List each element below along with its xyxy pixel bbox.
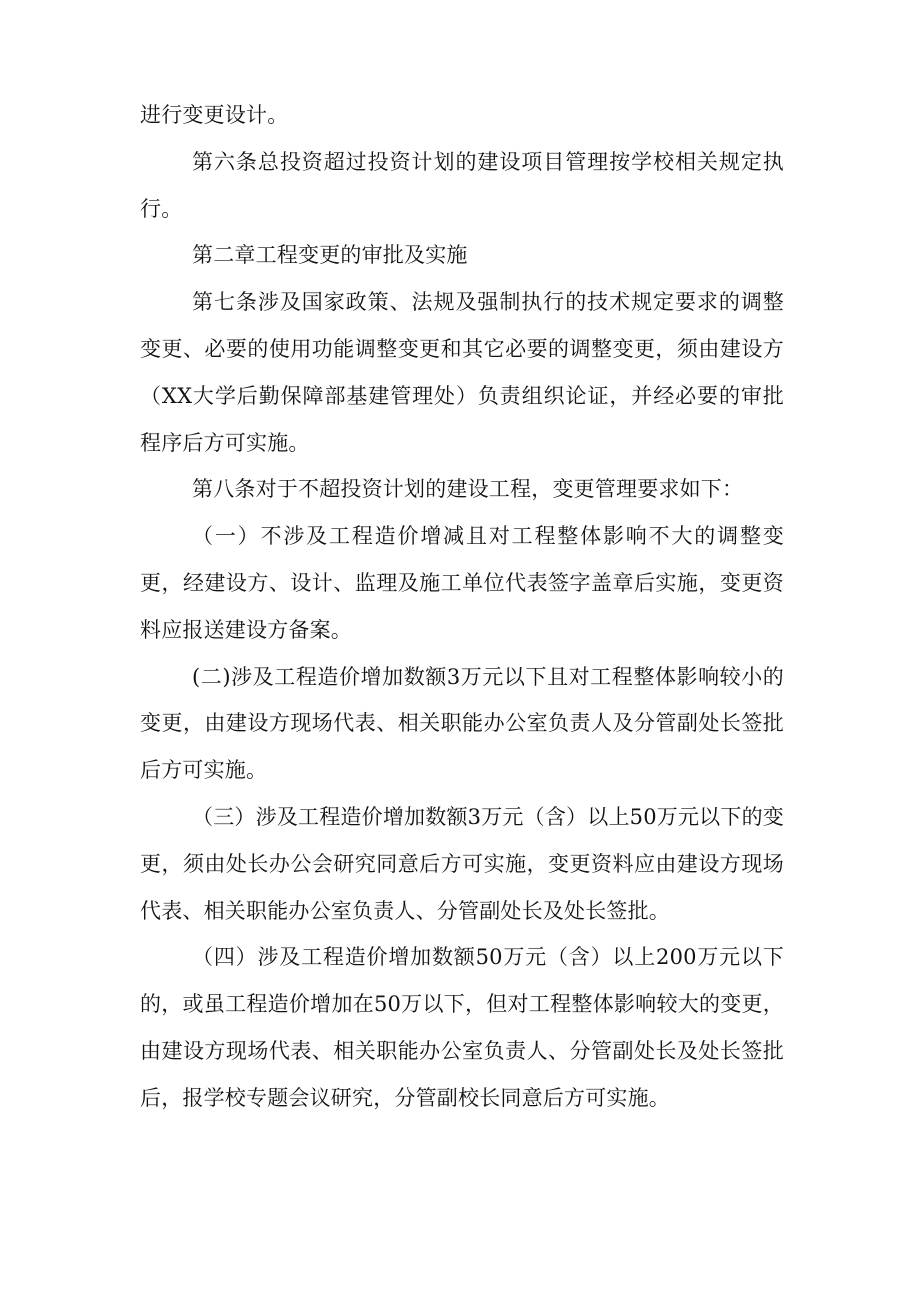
paragraph-item-1: （一）不涉及工程造价增减且对工程整体影响不大的调整变更，经建设方、设计、监理及施工单位代表签字盖章后实施，变更资料应报送建设方备案。 [140,524,784,642]
paragraph-continuation: 进行变更设计。 [140,103,289,127]
chapter-heading: 第二章工程变更的审批及实施 [192,243,468,268]
paragraph-item-2: (二)涉及工程造价增加数额3万元以下且对工程整体影响较小的变更，由建设方现场代表、相关职能办公室负责人及分管副处长签批后方可实施。 [140,664,784,783]
paragraph-item-3: （三）涉及工程造价增加数额3万元（含）以上50万元以下的变更，须由处长办公会研究同意后方可实施，变更资料应由建设方现场代表、相关职能办公室负责人、分管副处长及处长签批。 [140,804,784,923]
paragraph-article-7: 第七条涉及国家政策、法规及强制执行的技术规定要求的调整变更、必要的使用功能调整变更和其它必要的调整变更，须由建设方（XX大学后勤保障部基建管理处）负责组织论证，并经必要的审批程序后方可实施。 [140,290,784,455]
paragraph-item-4: （四）涉及工程造价增加数额50万元（含）以上200万元以下的，或虽工程造价增加在50万以下，但对工程整体影响较大的变更，由建设方现场代表、相关职能办公室负责人、分管副处长及处长签批后，报学校专题会议研究，分管副校长同意后方可实施。 [140,945,784,1110]
paragraph-article-8: 第八条对于不超投资计划的建设工程，变更管理要求如下： [192,477,744,502]
document-page [140,92,784,1122]
paragraph-article-6: 第六条总投资超过投资计划的建设项目管理按学校相关规定执行。 [140,149,784,221]
